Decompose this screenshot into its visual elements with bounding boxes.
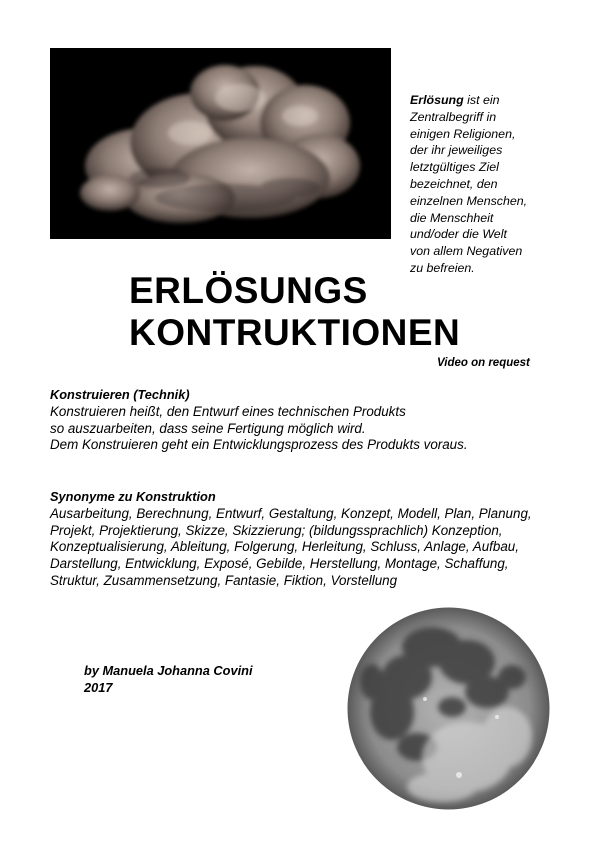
definition-line: bezeichnet, den	[410, 176, 498, 191]
definition-line: Zentralbegriff in	[410, 109, 497, 124]
definition-line: ist ein	[463, 93, 500, 107]
definition-line: zu befreien.	[410, 260, 475, 275]
konstruieren-section	[50, 387, 570, 454]
moon-illustration	[347, 607, 550, 810]
definition-line: und/oder die Welt	[410, 227, 507, 242]
cloud-photo	[50, 48, 391, 239]
section-heading: Synonyme zu Konstruktion	[50, 489, 216, 504]
definition-line: die Menschheit	[410, 210, 494, 225]
title-line-2: KONTRUKTIONEN	[129, 312, 461, 353]
section-line: Konzeptualisierung, Ableitung, Folgerung, Herleitung, Schluss, Anlage, Aufbau,	[50, 539, 519, 555]
section-line: Konstruieren heißt, den Entwurf eines technischen Produkts	[50, 403, 406, 419]
title-line-1: ERLÖSUNGS	[129, 270, 368, 311]
author-credit	[84, 662, 253, 696]
cloud-illustration	[50, 48, 391, 239]
section-line: Darstellung, Entwicklung, Exposé, Gebilde, Herstellung, Montage, Schaffung,	[50, 556, 509, 572]
definition-text	[410, 92, 555, 277]
section-heading: Konstruieren (Technik)	[50, 387, 190, 402]
section-line: Dem Konstruieren geht ein Entwicklungsprozess des Produkts voraus.	[50, 437, 468, 453]
definition-line: von allem Negativen	[410, 244, 523, 259]
section-line: so auszuarbeiten, dass seine Fertigung möglich wird.	[50, 420, 366, 436]
author-name: by Manuela Johanna Covini	[84, 663, 253, 678]
definition-line: der ihr jeweiliges	[410, 143, 503, 158]
definition-line: einzelnen Menschen,	[410, 193, 528, 208]
definition-line: letztgültiges Ziel	[410, 160, 499, 175]
moon-photo	[347, 607, 550, 810]
section-line: Projekt, Projektierung, Skizze, Skizzierung; (bildungssprachlich) Konzeption,	[50, 522, 503, 538]
author-year: 2017	[84, 680, 113, 695]
section-line: Struktur, Zusammensetzung, Fantasie, Fiktion, Vorstellung	[50, 572, 398, 588]
definition-line: einigen Religionen,	[410, 126, 516, 141]
synonyme-section	[50, 489, 570, 590]
definition-term: Erlösung	[410, 93, 464, 107]
section-line: Ausarbeitung, Berechnung, Entwurf, Gestaltung, Konzept, Modell, Plan, Planung,	[50, 505, 532, 521]
page-title	[129, 270, 460, 354]
video-note: Video on request	[437, 357, 530, 369]
